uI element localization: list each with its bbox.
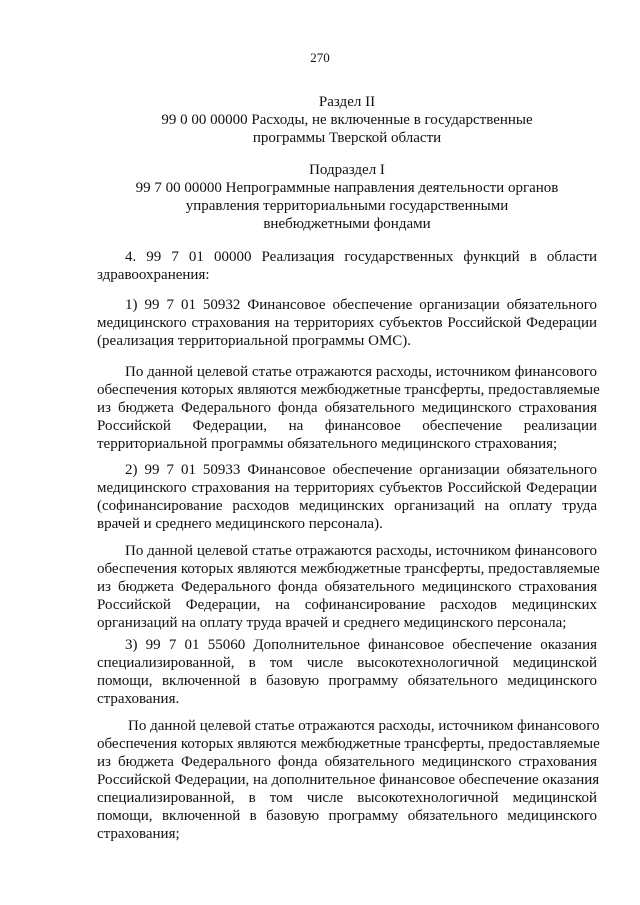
subsection-heading — [97, 161, 597, 233]
paragraph-line: 3) 99 7 01 55060 Дополнительное финансовое обеспечение оказания — [125, 637, 597, 653]
paragraph — [97, 296, 597, 350]
paragraph-line: страхования; — [97, 826, 180, 842]
paragraph-line: специализированной, в том числе высокотехнологичной медицинской — [97, 790, 597, 806]
paragraph-line: (софинансирование расходов медицинских организаций на оплату труда — [97, 498, 597, 514]
section-heading — [97, 93, 597, 147]
paragraph-line: помощи, включенной в базовую программу обязательного медицинского — [97, 673, 597, 689]
paragraph-line: По данной целевой статье отражаются расходы, источником финансового — [128, 718, 600, 734]
paragraph-line: обеспечения которых являются межбюджетные трансферты, предоставляемые — [97, 736, 600, 752]
paragraph-line: Российской Федерации, на софинансирование расходов медицинских — [97, 597, 597, 613]
paragraph-line: страхования. — [97, 691, 180, 707]
paragraph-line: обеспечения которых являются межбюджетные трансферты, предоставляемые — [97, 382, 600, 398]
paragraph-line: (реализация территориальной программы ОМС). — [97, 333, 412, 349]
paragraph — [97, 461, 597, 533]
paragraph — [97, 636, 597, 708]
section-line: программы Тверской области — [252, 130, 442, 146]
subsection-line: управления территориальными государственными — [185, 198, 509, 214]
paragraph-line: медицинского страхования на территориях субъектов Российской Федерации — [97, 480, 597, 496]
paragraph — [97, 542, 600, 632]
paragraph-line: Российской Федерации, на дополнительное финансовое обеспечение оказания — [97, 772, 600, 788]
page-number: 270 — [310, 50, 330, 65]
paragraph-line: Российской Федерации, на финансовое обеспечение реализации — [97, 418, 597, 434]
paragraph — [97, 363, 600, 453]
paragraph-line: помощи, включенной в базовую программу обязательного медицинского — [97, 808, 597, 824]
paragraph-line: обеспечения которых являются межбюджетные трансферты, предоставляемые — [97, 561, 600, 577]
paragraph-line: из бюджета Федерального фонда обязательного медицинского страхования — [97, 754, 597, 770]
paragraph-line: 1) 99 7 01 50932 Финансовое обеспечение организации обязательного — [125, 297, 597, 313]
paragraph-line: из бюджета Федерального фонда обязательного медицинского страхования — [97, 400, 597, 416]
paragraph — [97, 248, 597, 284]
paragraph-line: По данной целевой статье отражаются расходы, источником финансового — [125, 364, 597, 380]
paragraph-line: 4. 99 7 01 00000 Реализация государственных функций в области — [125, 249, 597, 265]
paragraph-line: специализированной, в том числе высокотехнологичной медицинской — [97, 655, 597, 671]
paragraph — [97, 717, 600, 843]
paragraph-line: территориальной программы обязательного медицинского страхования; — [97, 436, 558, 452]
paragraph-line: 2) 99 7 01 50933 Финансовое обеспечение организации обязательного — [125, 462, 597, 478]
paragraph-line: врачей и среднего медицинского персонала). — [97, 516, 383, 532]
paragraph-line: медицинского страхования на территориях субъектов Российской Федерации — [97, 315, 597, 331]
subsection-line: внебюджетными фондами — [263, 216, 431, 232]
section-title: Раздел II — [318, 94, 376, 110]
paragraph-line: организаций на оплату труда врачей и среднего медицинского персонала; — [97, 615, 567, 631]
section-line: 99 0 00 00000 Расходы, не включенные в государственные — [161, 112, 533, 128]
paragraph-line: из бюджета Федерального фонда обязательного медицинского страхования — [97, 579, 597, 595]
subsection-title: Подраздел I — [309, 162, 385, 178]
paragraph-line: По данной целевой статье отражаются расходы, источником финансового — [125, 543, 597, 559]
paragraph-line: здравоохранения: — [97, 267, 210, 283]
subsection-line: 99 7 00 00000 Непрограммные направления деятельности органов — [135, 180, 559, 196]
